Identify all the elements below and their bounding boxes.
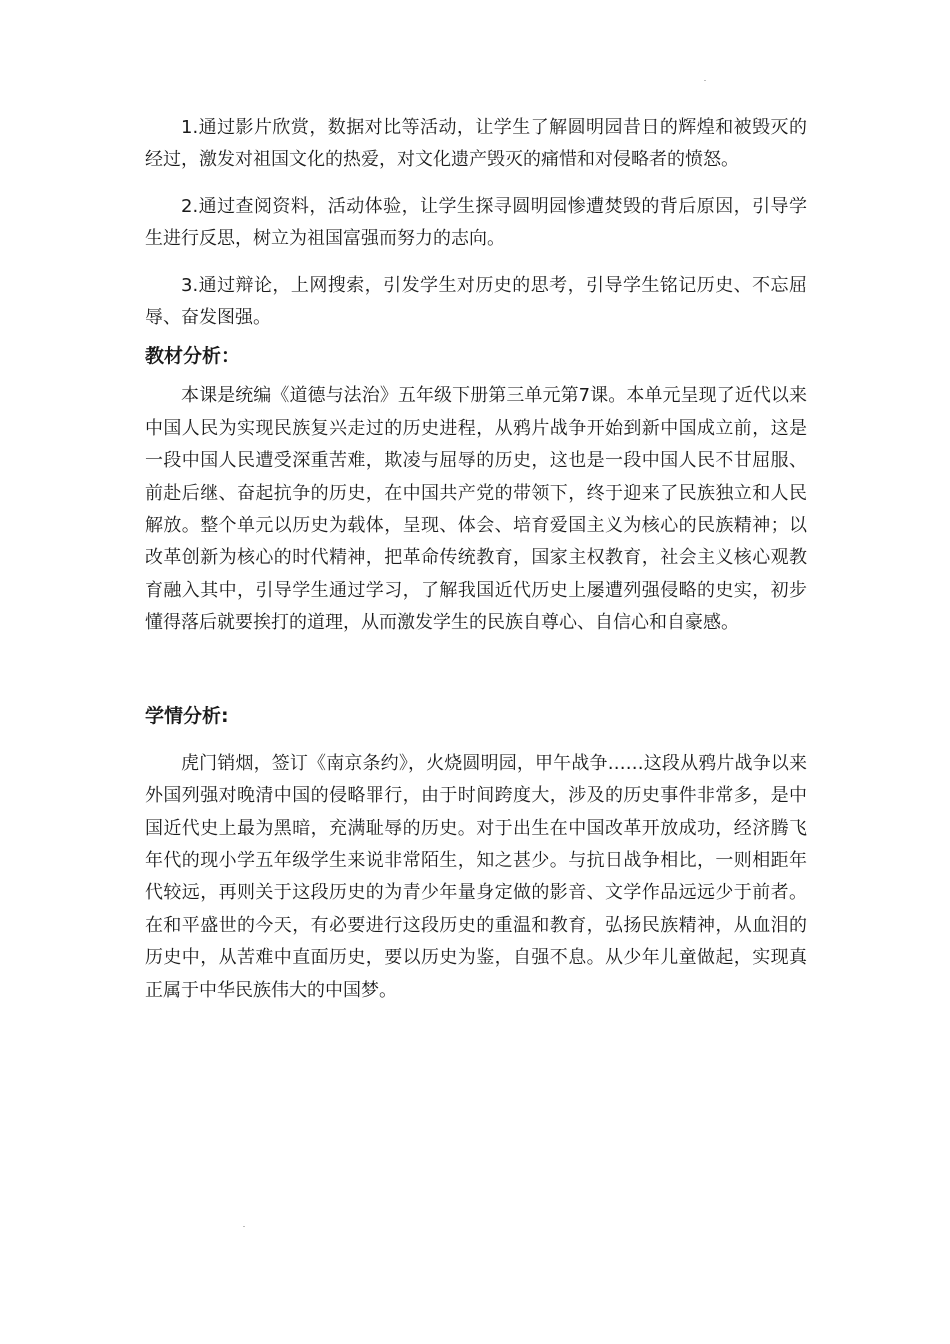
scan-speck-bottom [243, 1226, 245, 1227]
goal-paragraph-3: 3.通过辩论，上网搜索，引发学生对历史的思考，引导学生铭记历史、不忘屈辱、奋发图强。 [145, 274, 807, 329]
textbook-analysis-paragraph: 本课是统编《道德与法治》五年级下册第三单元第7课。本单元呈现了近代以来中国人民为实现民族复兴走过的历史进程，从鸦片战争开始到新中国成立前，这是一段中国人民遭受深重苦难，欺凌与屈辱的历史，这也是一段中国人民不甘屈服、前赴后继、奋起抗争的历史，在中国共产党的带领下，终于迎来了民族独立和人民解放。整个单元以历史为载体，呈现、体会、培育爱国主义为核心的民族精神；以改革创新为核心的时代精神，把革命传统教育，国家主权教育，社会主义核心观教育融入其中，引导学生通过学习，了解我国近代历史上屡遭列强侵略的史实，初步懂得落后就要挨打的道理，从而激发学生的民族自尊心、自信心和自豪感。 [145, 385, 807, 634]
textbook-analysis-heading: 教材分析： [145, 345, 241, 368]
goal-paragraph-1: 1.通过影片欣赏，数据对比等活动，让学生了解圆明园昔日的辉煌和被毁灭的经过，激发对祖国文化的热爱，对文化遗产毁灭的痛惜和对侵略者的愤怒。 [145, 117, 807, 171]
student-analysis-heading: 学情分析: [145, 704, 229, 727]
student-analysis-paragraph: 虎门销烟，签订《南京条约》，火烧圆明园，甲午战争……这段从鸦片战争以来外国列强对晚清中国的侵略罪行，由于时间跨度大，涉及的历史事件非常多，是中国近代史上最为黑暗，充满耻辱的历史。对于出生在中国改革开放成功，经济腾飞年代的现小学五年级学生来说非常陌生，知之甚少。与抗日战争相比，一则相距年代较远，再则关于这段历史的为青少年量身定做的影音、文学作品远远少于前者。在和平盛世的今天，有必要进行这段历史的重温和教育，弘扬民族精神，从血泪的历史中，从苦难中直面历史，要以历史为鉴，自强不息。从少年儿童做起，实现真正属于中华民族伟大的中国梦。 [145, 752, 807, 1001]
document-page [145, 112, 807, 1007]
scan-speck-top [704, 80, 706, 81]
goal-paragraph-2: 2.通过查阅资料，活动体验，让学生探寻圆明园惨遭焚毁的背后原因，引导学生进行反思，树立为祖国富强而努力的志向。 [145, 195, 807, 250]
